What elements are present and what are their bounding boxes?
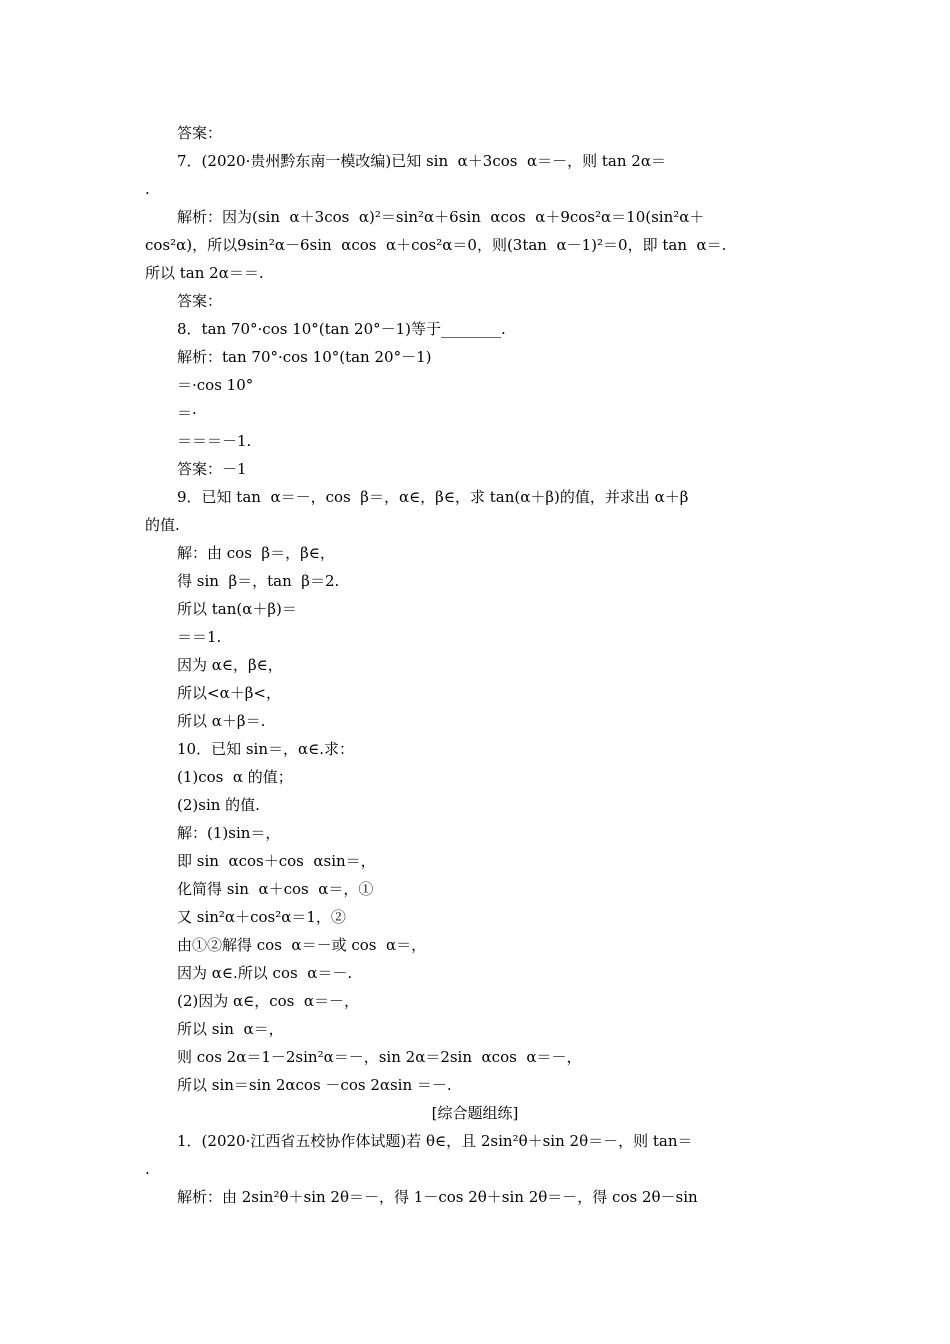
problem-9-cont: 的值. xyxy=(145,516,180,534)
solution-8-line-3: ＝· xyxy=(177,404,197,422)
answer-label: 答案： xyxy=(177,124,223,142)
solution-10-line-1: 解：(1)sin＝， xyxy=(177,824,281,842)
solution-10-line-3: 化简得 sin α＋cos α＝，① xyxy=(177,880,374,898)
solution-10-line-8: 所以 sin α＝， xyxy=(177,1020,284,1038)
solution-10-line-10: 所以 sin＝sin 2αcos －cos 2αsin ＝－. xyxy=(177,1076,452,1094)
solution-10-line-7: (2)因为 α∈，cos α＝－， xyxy=(177,992,360,1010)
solution-9-line-1: 解：由 cos β＝，β∈， xyxy=(177,544,335,562)
solution-9-line-6: 所以<α＋β<， xyxy=(177,684,281,702)
solution-8-line-1: 解析：tan 70°·cos 10°(tan 20°－1) xyxy=(177,348,432,366)
solution-10-line-6: 因为 α∈.所以 cos α＝－. xyxy=(177,964,353,982)
solution-9-line-5: 因为 α∈，β∈， xyxy=(177,656,283,674)
problem-10-part-2: (2)sin 的值. xyxy=(177,796,260,814)
solution-10-line-5: 由①②解得 cos α＝－或 cos α＝， xyxy=(177,936,427,954)
solution-10-line-2: 即 sin αcos＋cos αsin＝， xyxy=(177,852,376,870)
problem-9: 9．已知 tan α＝－，cos β＝，α∈，β∈，求 tan(α＋β)的值，并求出 α＋β xyxy=(177,488,689,506)
problem-8: 8．tan 70°·cos 10°(tan 20°－1)等于________. xyxy=(177,320,506,338)
solution-10-line-9: 则 cos 2α＝1－2sin²α＝－，sin 2α＝2sin αcos α＝－， xyxy=(177,1048,582,1066)
section-heading: [综合题组练] xyxy=(431,1104,519,1122)
solution-8-line-2: ＝·cos 10° xyxy=(177,376,254,394)
problem-7-cont: . xyxy=(145,180,150,198)
solution-10-line-4: 又 sin²α＋cos²α＝1，② xyxy=(177,908,346,926)
problem-10-part-1: (1)cos α 的值； xyxy=(177,768,293,786)
answer-8: 答案：－1 xyxy=(177,460,247,478)
problem-10: 10．已知 sin＝，α∈.求： xyxy=(177,740,355,758)
solution-7-line-2: cos²α)，所以9sin²α－6sin αcos α＋cos²α＝0，则(3tan α－1)²＝0，即 tan α＝. xyxy=(145,236,727,254)
solution-7-line-3: 所以 tan 2α＝＝. xyxy=(145,264,264,282)
comprehensive-problem-1-cont: . xyxy=(145,1160,150,1178)
solution-7-line-1: 解析：因为(sin α＋3cos α)²＝sin²α＋6sin αcos α＋9cos²α＝10(sin²α＋ xyxy=(177,208,705,226)
solution-9-line-7: 所以 α＋β＝. xyxy=(177,712,266,730)
comprehensive-problem-1: 1．(2020·江西省五校协作体试题)若 θ∈，且 2sin²θ＋sin 2θ＝－，则 tan＝ xyxy=(177,1132,693,1150)
solution-8-line-4: ＝＝＝－1. xyxy=(177,432,252,450)
comprehensive-solution-1: 解析：由 2sin²θ＋sin 2θ＝－，得 1－cos 2θ＋sin 2θ＝－，得 cos 2θ－sin xyxy=(177,1188,698,1206)
problem-7: 7．(2020·贵州黔东南一模改编)已知 sin α＋3cos α＝－，则 tan 2α＝ xyxy=(177,152,666,170)
solution-9-line-4: ＝＝1. xyxy=(177,628,222,646)
solution-9-line-3: 所以 tan(α＋β)＝ xyxy=(177,600,297,618)
solution-9-line-2: 得 sin β＝，tan β＝2. xyxy=(177,572,340,590)
answer-7: 答案： xyxy=(177,292,223,310)
